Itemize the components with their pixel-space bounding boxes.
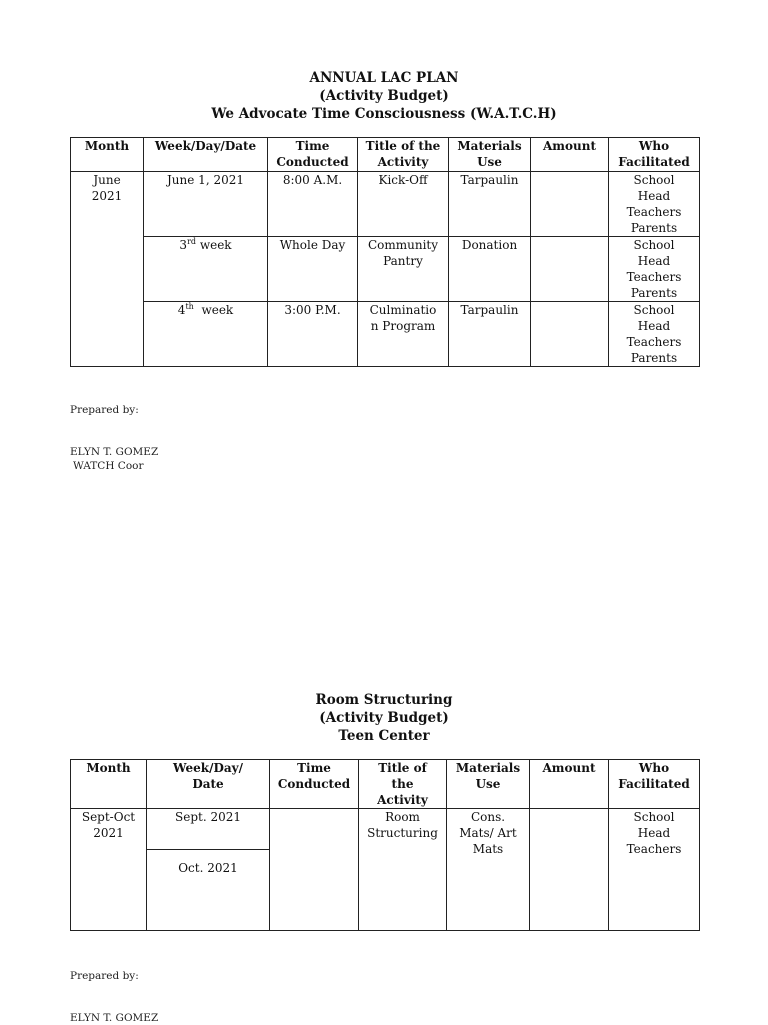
col-amount: Amount [530,760,609,809]
table-row [71,302,700,367]
amount-cell [531,237,609,302]
date-cell [144,237,268,302]
materials-cell: Cons. Mats/ Art Mats [447,809,530,931]
facilitator-cell: School Head Teachers Parents [609,172,700,237]
facilitator-cell: School Head Teachers Parents [609,237,700,302]
week-label: week [193,303,234,317]
plan2-preparer-name: ELYN T. GOMEZ [70,1012,159,1024]
col-week-day-date: Week/Day/Date [144,138,268,172]
week-label: week [196,238,232,252]
col-month: Month [71,760,147,809]
materials-cell: Tarpaulin [449,172,531,237]
ordinal-suffix: th [185,302,194,311]
amount-cell [531,302,609,367]
plan2-subtitle: (Activity Budget) [319,710,449,726]
ordinal-suffix: rd [187,237,197,246]
plan1-preparer-name: ELYN T. GOMEZ [70,446,159,458]
col-materials-use: Materials Use [447,760,530,809]
materials-cell: Tarpaulin [449,302,531,367]
plan1-header-row [71,138,700,172]
col-amount: Amount [531,138,609,172]
plan2-heading [0,691,768,745]
col-materials-use: Materials Use [449,138,531,172]
time-cell [270,809,359,931]
col-month: Month [71,138,144,172]
materials-cell: Donation [449,237,531,302]
month-cell: June 2021 [71,172,144,367]
time-cell: Whole Day [268,237,358,302]
plan1-preparer-role: WATCH Coor [73,460,144,472]
week-number: 4 [177,303,186,317]
plan1-program: We Advocate Time Consciousness (W.A.T.C.H) [211,106,557,122]
activity-cell: Culminatio n Program [358,302,449,367]
date-cell: June 1, 2021 [144,172,268,237]
date-cell: Sept. 2021 [147,809,270,850]
activity-cell: Community Pantry [358,237,449,302]
amount-cell [531,172,609,237]
facilitator-cell: School Head Teachers Parents [609,302,700,367]
plan1-subtitle: (Activity Budget) [319,88,449,104]
facilitator-cell: School Head Teachers [609,809,700,931]
month-cell: Sept-Oct 2021 [71,809,147,931]
plan2-program: Teen Center [338,728,430,744]
plan1-table [70,137,700,367]
date-cell [144,302,268,367]
col-time-conducted: Time Conducted [268,138,358,172]
activity-cell: Room Structuring [359,809,447,931]
activity-cell: Kick-Off [358,172,449,237]
week-number: 3 [179,238,188,252]
plan2-title: Room Structuring [315,692,453,708]
col-activity-title: Title of the Activity [359,760,447,809]
col-who-facilitated: Who Facilitated [609,138,700,172]
plan2-prepared-by: Prepared by: [70,970,139,982]
table-row [71,237,700,302]
time-cell: 8:00 A.M. [268,172,358,237]
plan2-table [70,759,700,931]
table-row [71,172,700,237]
date-cell: Oct. 2021 [147,850,270,931]
plan2-header-row [71,760,700,809]
col-week-day-date: Week/Day/ Date [147,760,270,809]
col-activity-title: Title of the Activity [358,138,449,172]
col-who-facilitated: Who Facilitated [609,760,700,809]
time-cell: 3:00 P.M. [268,302,358,367]
plan1-title: ANNUAL LAC PLAN [309,70,459,86]
col-time-conducted: Time Conducted [270,760,359,809]
plan1-prepared-by: Prepared by: [70,404,139,416]
amount-cell [530,809,609,931]
table-row [71,809,700,850]
plan1-heading [0,69,768,123]
